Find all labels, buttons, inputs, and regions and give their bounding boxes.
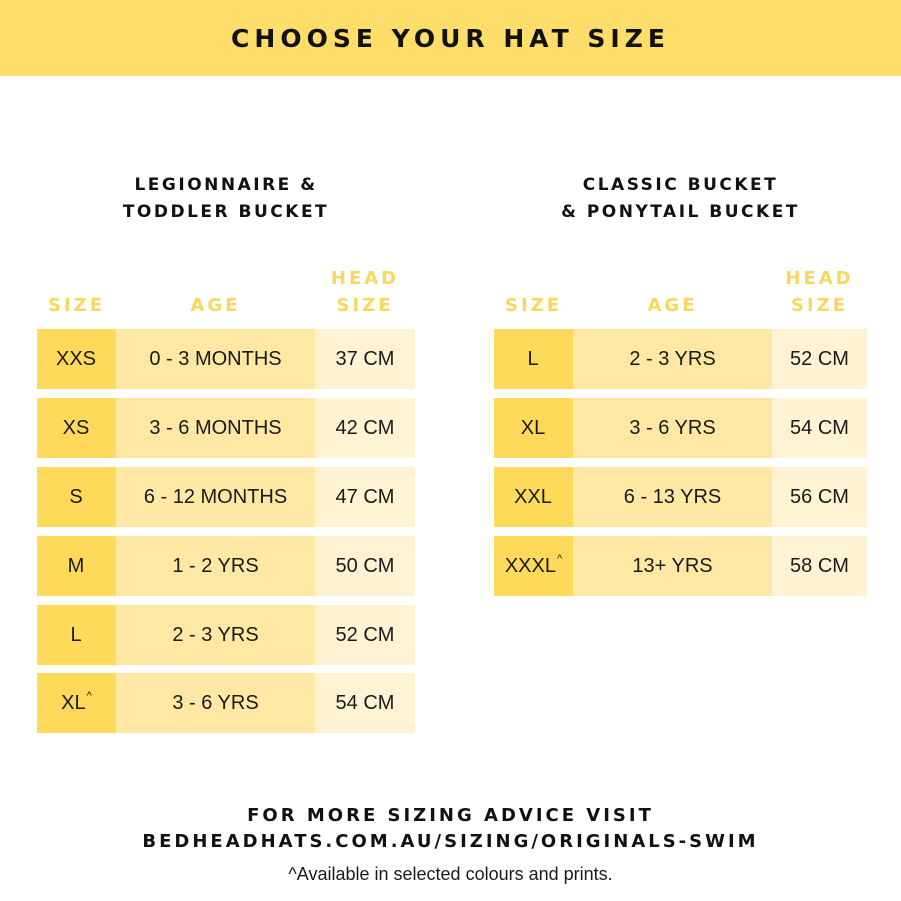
right-table-row [494, 467, 867, 527]
size-cell: L [494, 329, 573, 389]
size-cell: XXL [494, 467, 573, 527]
size-cell: XS [37, 398, 116, 458]
age-cell: 1 - 2 YRS [116, 536, 315, 596]
head-size-cell: 54 CM [772, 398, 867, 458]
left-table-row [37, 398, 415, 458]
left-table-row [37, 329, 415, 389]
footer-link[interactable]: BEDHEADHATS.COM.AU/SIZING/ORIGINALS-SWIM [142, 831, 759, 852]
size-cell: M [37, 536, 116, 596]
page-title: CHOOSE YOUR HAT SIZE [231, 23, 670, 53]
left-table-title-line2: TODDLER BUCKET [122, 202, 330, 222]
left-header-size: SIZE [47, 295, 105, 316]
right-header-size: SIZE [504, 295, 562, 316]
footnote: ^Available in selected colours and prints. [288, 864, 613, 884]
size-cell: S [37, 467, 116, 527]
head-size-cell: 42 CM [315, 398, 415, 458]
head-size-cell: 58 CM [772, 536, 867, 596]
size-cell: XL [494, 398, 573, 458]
left-table-title [37, 172, 415, 226]
right-header-head-line2: SIZE [790, 295, 848, 316]
left-header-head-size [315, 265, 415, 319]
size-cell: XXXL ^ [494, 536, 573, 596]
right-table-title [494, 172, 867, 226]
age-cell: 2 - 3 YRS [116, 605, 315, 665]
right-table-row [494, 536, 867, 596]
header-banner [0, 0, 901, 76]
size-cell: XXS [37, 329, 116, 389]
age-cell: 6 - 13 YRS [573, 467, 772, 527]
left-table-row [37, 673, 415, 733]
head-size-cell: 54 CM [315, 673, 415, 733]
left-header-age: AGE [190, 295, 241, 316]
right-table-row [494, 398, 867, 458]
head-size-cell: 37 CM [315, 329, 415, 389]
left-header-head-line2: SIZE [336, 295, 394, 316]
right-header-head-line1: HEAD [785, 268, 854, 289]
head-size-cell: 47 CM [315, 467, 415, 527]
left-table-row [37, 605, 415, 665]
age-cell: 6 - 12 MONTHS [116, 467, 315, 527]
right-table-row [494, 329, 867, 389]
head-size-cell: 52 CM [772, 329, 867, 389]
footer-advice: FOR MORE SIZING ADVICE VISIT [247, 805, 654, 826]
size-cell: L [37, 605, 116, 665]
head-size-cell: 52 CM [315, 605, 415, 665]
left-table-title-line1: LEGIONNAIRE & [134, 175, 318, 195]
left-header-head-line1: HEAD [330, 268, 400, 289]
age-cell: 0 - 3 MONTHS [116, 329, 315, 389]
right-table-title-line2: & PONYTAIL BUCKET [561, 202, 800, 222]
right-header-age: AGE [647, 295, 698, 316]
age-cell: 13+ YRS [573, 536, 772, 596]
left-table-row [37, 467, 415, 527]
left-table-row [37, 536, 415, 596]
size-cell: XL ^ [37, 673, 116, 733]
head-size-cell: 50 CM [315, 536, 415, 596]
right-header-head-size [772, 265, 867, 319]
age-cell: 3 - 6 MONTHS [116, 398, 315, 458]
head-size-cell: 56 CM [772, 467, 867, 527]
right-table-title-line1: CLASSIC BUCKET [582, 175, 779, 195]
age-cell: 2 - 3 YRS [573, 329, 772, 389]
age-cell: 3 - 6 YRS [573, 398, 772, 458]
age-cell: 3 - 6 YRS [116, 673, 315, 733]
